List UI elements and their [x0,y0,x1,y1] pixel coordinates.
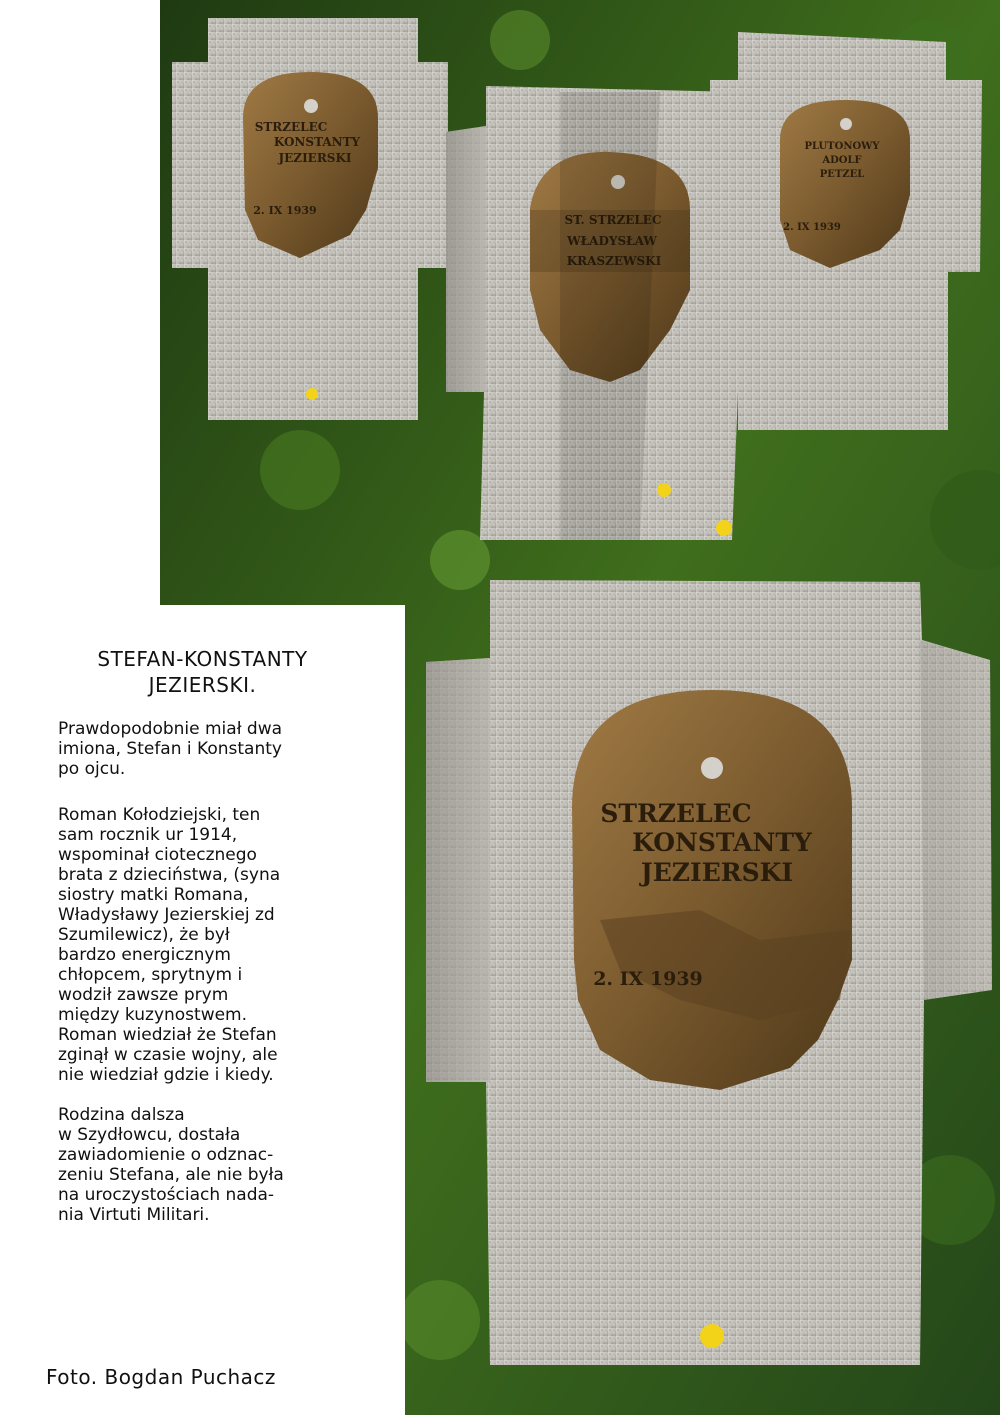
plaque-bottom-line3: JEZIERSKI [640,858,794,887]
photo-credit: Foto. Bogdan Puchacz [46,1365,276,1389]
plaque-bottom-line2: KONSTANTY [632,828,812,857]
text-panel [0,605,405,1415]
plaque-top-left-line3: JEZIERSKI [278,151,352,165]
plaque-bottom-date: 2. IX 1939 [593,968,703,990]
headline-line1: STEFAN-KONSTANTY [97,647,308,671]
plaque-top-left-date: 2. IX 1939 [253,204,317,217]
paragraph-2: Roman Kołodziejski, ten sam rocznik ur 1914, wspominał ciotecznego brata z dzieciństwa, (syna siostry matki Romana, Władysławy Jezierskiej zd Szumilewicz), że był bardzo energicznym chłopcem, sprytnym i wodził zawsze prym między kuzynostwem. Roman wiedział że Stefan zginął w czasie wojny, ale nie wiedział gdzie i kiedy. [58,805,281,1085]
plaque-top-left-line1: STRZELEC [254,120,328,134]
headline-line2: JEZIERSKI. [148,673,257,697]
plaque-bottom [572,690,852,1090]
paragraph-1: Prawdopodobnie miał dwa imiona, Stefan i Konstanty po ojcu. [58,719,283,779]
plaque-top-middle-line1: ST. STRZELEC [564,213,662,227]
plaque-top-right-line2: ADOLF [822,155,862,166]
plaque-top-right-date: 2. IX 1939 [783,222,841,233]
cross-bottom-large [426,580,992,1365]
plaque-top-right-line3: PETZEL [819,169,865,180]
plaque-top-middle-line3: KRASZEWSKI [566,254,662,268]
plaque-top-middle-line2: WŁADYSŁAW [567,234,657,248]
plaque-top-right-line1: PLUTONOWY [804,141,880,152]
cross-top-middle [446,86,772,540]
plaque-top-left-line2: KONSTANTY [273,135,361,149]
plaque-bottom-line1: STRZELEC [600,799,752,828]
cross-top-left [172,18,448,420]
paragraph-3: Rodzina dalsza w Szydłowcu, dostała zawiadomienie o odznac- zeniu Stefana, ale nie była na uroczystościach nada- nia Virtuti Militari. [58,1105,284,1225]
